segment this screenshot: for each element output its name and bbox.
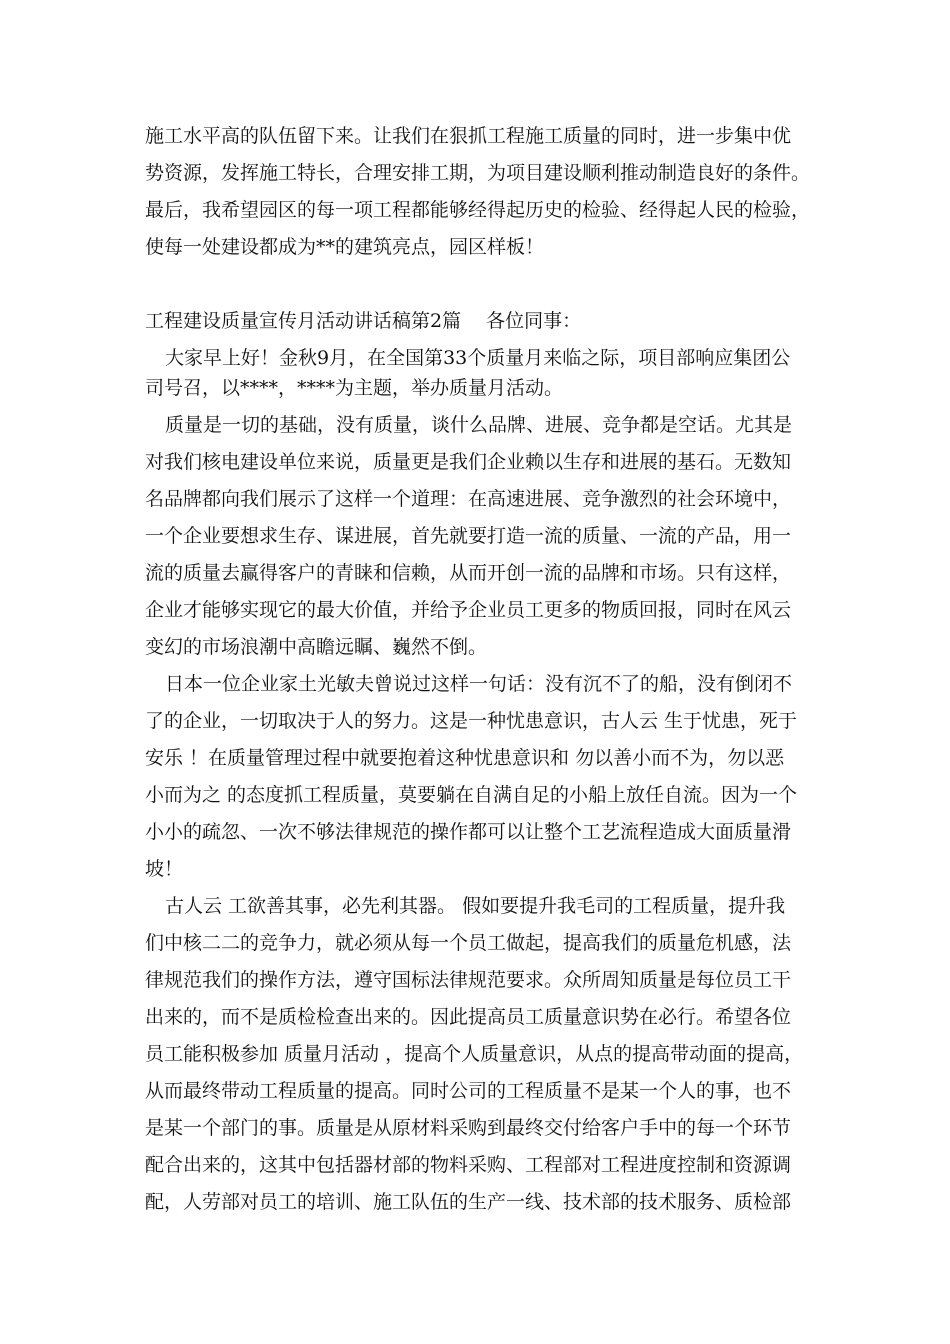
text-line: 变幻的市场浪潮中高瞻远瞩、巍然不倒。 xyxy=(145,636,488,658)
text-line: 坡！ xyxy=(145,858,184,880)
text-line: 是某一个部门的事。质量是从原材料采购到最终交付给客户手中的每一个环节 xyxy=(145,1117,792,1139)
text-line: 出来的，而不是质检检查出来的。因此提高员工质量意识势在必行。希望各位 xyxy=(145,1006,792,1028)
text-line: 小小的疏忽、一次不够法律规范的操作都可以让整个工艺流程造成大面质量滑 xyxy=(145,821,792,843)
text-line: 大家早上好！金秋9月，在全国第33个质量月来临之际，项目部响应集团公 xyxy=(165,347,791,369)
text-line: 从而最终带动工程质量的提高。同时公司的工程质量不是某一个人的事，也不 xyxy=(145,1080,792,1102)
text-line: 配，人劳部对员工的培训、施工队伍的生产一线、技术部的技术服务、质检部 xyxy=(145,1191,792,1213)
text-line: 使每一处建设都成为**的建筑亮点，园区样板！ xyxy=(145,236,545,258)
text-line: 最后，我希望园区的每一项工程都能够经得起历史的检验、经得起人民的检验， xyxy=(145,199,811,221)
text-line: 古人云 工欲善其事，必先利其器。 假如要提升我毛司的工程质量，提升我 xyxy=(165,895,786,917)
text-line: 们中核二二的竞争力，就必须从每一个员工做起，提高我们的质量危机感，法 xyxy=(145,932,792,954)
article-heading: 工程建设质量宣传月活动讲话稿第2篇 各位同事： xyxy=(145,310,582,332)
text-line: 质量是一切的基础，没有质量，谈什么品牌、进展、竞争都是空话。尤其是 xyxy=(165,414,793,436)
text-line: 员工能积极参加 质量月活动 ，提高个人质量意识，从点的提高带动面的提高， xyxy=(145,1043,804,1065)
text-line: 律规范我们的操作方法，遵守国标法律规范要求。众所周知质量是每位员工干 xyxy=(145,969,792,991)
text-line: 司号召，以****，****为主题，举办质量月活动。 xyxy=(145,377,564,399)
text-line: 了的企业，一切取决于人的努力。这是一种忧患意识，古人云 生于忧患，死于 xyxy=(145,710,798,732)
text-line: 企业才能够实现它的最大价值，并给予企业员工更多的物质回报，同时在风云 xyxy=(145,599,792,621)
text-line: 小而为之 的态度抓工程质量，莫要躺在自满自足的小船上放任自流。因为一个 xyxy=(145,784,798,806)
text-line: 施工水平高的队伍留下来。让我们在狠抓工程施工质量的同时，进一步集中优 xyxy=(145,125,792,147)
text-line: 一个企业要想求生存、谋进展，首先就要打造一流的质量、一流的产品，用一 xyxy=(145,525,792,547)
text-line: 安乐 ！在质量管理过程中就要抱着这种忧患意识和 勿以善小而不为，勿以恶 xyxy=(145,747,785,769)
text-line: 日本一位企业家土光敏夫曾说过这样一句话：没有沉不了的船，没有倒闭不 xyxy=(165,673,793,695)
text-line: 配合出来的，这其中包括器材部的物料采购、工程部对工程进度控制和资源调 xyxy=(145,1154,792,1176)
text-line: 流的质量去赢得客户的青睐和信赖，从而开创一流的品牌和市场。只有这样， xyxy=(145,562,792,584)
text-line: 势资源，发挥施工特长，合理安排工期，为项目建设顺利推动制造良好的条件。 xyxy=(145,162,811,184)
text-line: 名品牌都向我们展示了这样一个道理：在高速进展、竞争激烈的社会环境中， xyxy=(145,488,792,510)
text-line: 对我们核电建设单位来说，质量更是我们企业赖以生存和进展的基石。无数知 xyxy=(145,451,792,473)
